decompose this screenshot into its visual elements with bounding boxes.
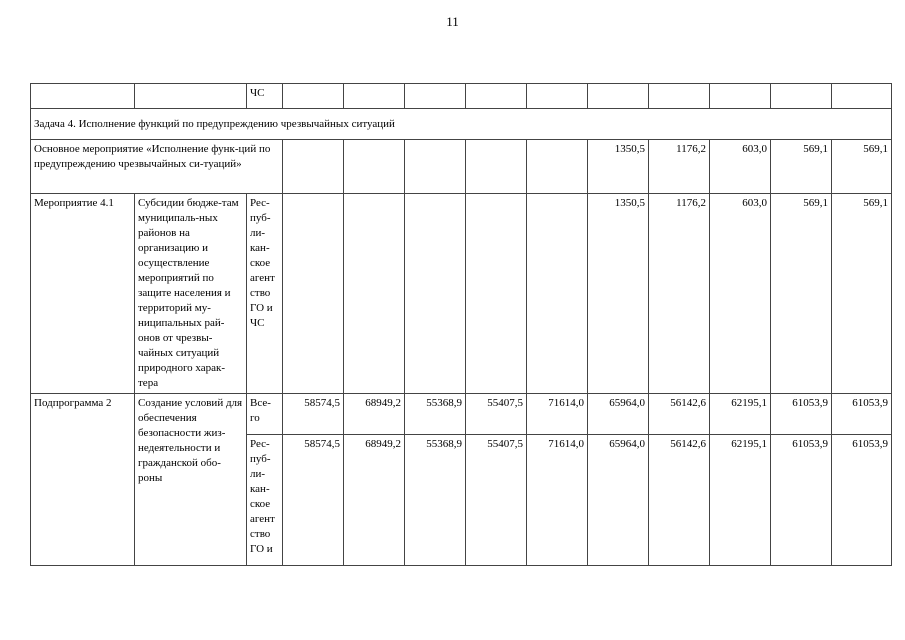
value-cell: 62195,1 <box>710 394 771 435</box>
value-cell: 1176,2 <box>649 194 710 394</box>
main-event-title: Основное мероприятие «Исполнение функ-ций по предупреждению чрезвычайных си-туаций» <box>31 140 283 194</box>
value-cell: 569,1 <box>832 140 892 194</box>
value-cell: 1350,5 <box>588 194 649 394</box>
event-label: Мероприятие 4.1 <box>31 194 135 394</box>
value-cell: 61053,9 <box>771 394 832 435</box>
value-cell: 65964,0 <box>588 394 649 435</box>
table-row <box>31 84 892 109</box>
value-cell: 71614,0 <box>527 435 588 566</box>
value-cell: 569,1 <box>832 194 892 394</box>
event-name: Субсидии бюдже-там муниципаль-ных районов на организацию и осуществление мероприятий по защите населения и территорий му-ниципальных рай-онов от чрезвы-чайных ситуаций природного харак-тера <box>135 194 247 394</box>
value-cell: 58574,5 <box>283 394 344 435</box>
value-cell: 62195,1 <box>710 435 771 566</box>
value-cell: 569,1 <box>771 140 832 194</box>
value-cell: 1350,5 <box>588 140 649 194</box>
value-cell: 56142,6 <box>649 435 710 566</box>
value-cell: 65964,0 <box>588 435 649 566</box>
subprogram-name: Создание условий для обеспечения безопасности жиз-недеятельности и гражданской обо-роны <box>135 394 247 566</box>
value-cell: 61053,9 <box>832 435 892 566</box>
task-row <box>31 109 892 140</box>
value-cell: 71614,0 <box>527 394 588 435</box>
value-cell: 55368,9 <box>405 394 466 435</box>
value-cell: 603,0 <box>710 140 771 194</box>
budget-table <box>30 83 892 566</box>
value-cell: 68949,2 <box>344 394 405 435</box>
value-cell: 61053,9 <box>832 394 892 435</box>
value-cell: 68949,2 <box>344 435 405 566</box>
main-event-row <box>31 140 892 194</box>
executor-cell: Рес-пуб-ли-кан-ское агент ство ГО и ЧС <box>247 194 283 394</box>
value-cell: 58574,5 <box>283 435 344 566</box>
page-number: 11 <box>446 14 459 29</box>
value-cell: 61053,9 <box>771 435 832 566</box>
value-cell: 1176,2 <box>649 140 710 194</box>
total-label: Все-го <box>247 394 283 435</box>
subprogram-total-row <box>31 394 892 435</box>
task-title: Задача 4. Исполнение функций по предупреждению чрезвычайных ситуаций <box>31 109 892 140</box>
executor-cell: ЧС <box>247 84 283 109</box>
value-cell: 55368,9 <box>405 435 466 566</box>
value-cell: 55407,5 <box>466 435 527 566</box>
value-cell: 603,0 <box>710 194 771 394</box>
executor-cell: Рес-пуб-ли-кан-ское агент ство ГО и <box>247 435 283 566</box>
subprogram-label: Подпрограмма 2 <box>31 394 135 566</box>
value-cell: 569,1 <box>771 194 832 394</box>
value-cell: 55407,5 <box>466 394 527 435</box>
event-4-1-row <box>31 194 892 394</box>
value-cell: 56142,6 <box>649 394 710 435</box>
